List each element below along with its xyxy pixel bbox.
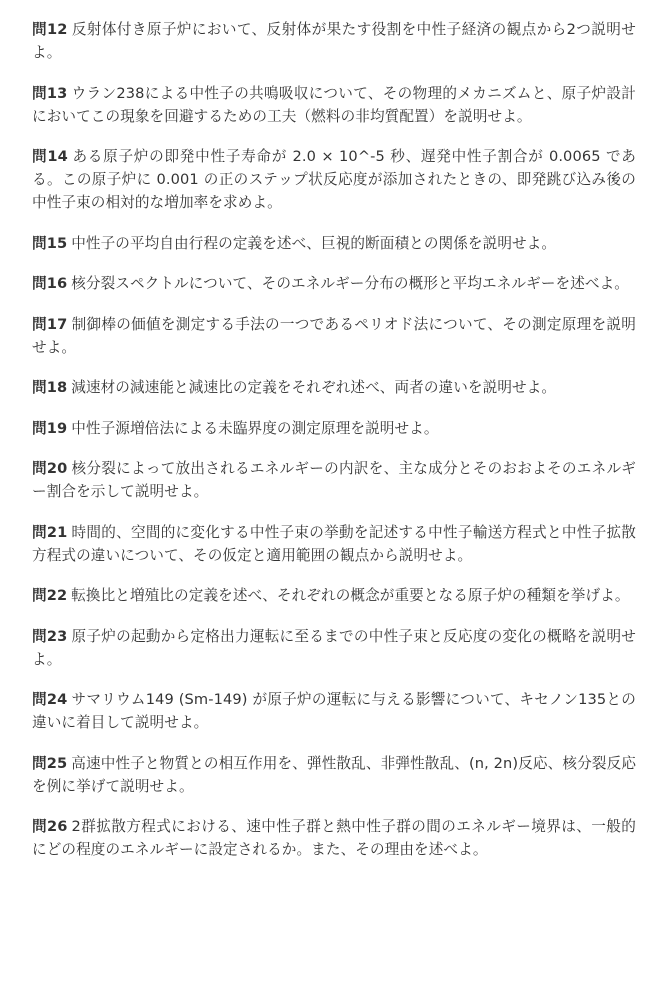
question-22	[32, 584, 636, 607]
question-20	[32, 457, 636, 503]
question-text: 2群拡散方程式における、速中性子群と熱中性子群の間のエネルギー境界は、一般的にどの程度のエネルギーに設定されるか。また、その理由を述べよ。	[32, 818, 636, 858]
question-text: 時間的、空間的に変化する中性子束の挙動を記述する中性子輸送方程式と中性子拡散方程式の違いについて、その仮定と適用範囲の観点から説明せよ。	[32, 523, 636, 564]
question-number: 問18	[32, 379, 68, 396]
question-18	[32, 376, 636, 399]
question-14	[32, 145, 636, 214]
question-text: 減速材の減速能と減速比の定義をそれぞれ述べ、両者の違いを説明せよ。	[71, 379, 557, 396]
question-23	[32, 625, 636, 671]
question-number: 問25	[32, 754, 68, 772]
question-text: 中性子の平均自由行程の定義を述べ、巨視的断面積との関係を説明せよ。	[71, 234, 557, 252]
question-26	[32, 815, 636, 861]
question-text: 転換比と増殖比の定義を述べ、それぞれの概念が重要となる原子炉の種類を挙げよ。	[71, 587, 630, 604]
question-number: 問22	[32, 587, 68, 604]
question-21	[32, 521, 636, 567]
question-number: 問14	[32, 148, 68, 165]
question-15	[32, 232, 636, 255]
question-text: 原子炉の起動から定格出力運転に至るまでの中性子束と反応度の変化の概略を説明せよ。	[32, 627, 636, 668]
question-number: 問17	[32, 315, 68, 333]
question-text: ウラン238による中性子の共鳴吸収について、その物理的メカニズムと、原子炉設計においてこの現象を回避するための工夫（燃料の非均質配置）を説明せよ。	[32, 84, 636, 125]
question-number: 問12	[32, 21, 68, 38]
question-text: 高速中性子と物質との相互作用を、弾性散乱、非弾性散乱、(n, 2n)反応、核分裂反応を例に挙げて説明せよ。	[32, 754, 637, 795]
question-number: 問23	[32, 627, 68, 645]
question-16	[32, 272, 636, 295]
question-number: 問16	[32, 275, 68, 292]
question-text: 反射体付き原子炉において、反射体が果たす役割を中性子経済の観点から2つ説明せよ。	[32, 21, 637, 61]
question-number: 問15	[32, 234, 68, 252]
question-12	[32, 18, 636, 64]
question-number: 問24	[32, 691, 68, 708]
question-text: 中性子源増倍法による未臨界度の測定原理を説明せよ。	[71, 419, 439, 437]
question-25	[32, 752, 636, 798]
question-number: 問21	[32, 523, 68, 541]
question-text: サマリウム149 (Sm-149) が原子炉の運転に与える影響について、キセノン135との違いに着目して説明せよ。	[32, 691, 636, 731]
question-24	[32, 688, 636, 734]
question-number: 問20	[32, 460, 68, 477]
question-number: 問26	[32, 818, 68, 835]
question-text: 制御棒の価値を測定する手法の一つであるペリオド法について、その測定原理を説明せよ。	[32, 315, 636, 356]
question-text: ある原子炉の即発中性子寿命が 2.0 × 10^-5 秒、遅発中性子割合が 0.0065 である。この原子炉に 0.001 の正のステップ状反応度が添加されたときの、即発跳び込み後の中性子束の相対的な増加率を求めよ。	[32, 148, 636, 211]
question-number: 問13	[32, 84, 68, 102]
question-text: 核分裂スペクトルについて、そのエネルギー分布の概形と平均エネルギーを述べよ。	[71, 275, 629, 292]
question-19	[32, 417, 636, 440]
question-17	[32, 313, 636, 359]
question-text: 核分裂によって放出されるエネルギーの内訳を、主な成分とそのおおよそのエネルギー割合を示して説明せよ。	[32, 460, 636, 500]
question-13	[32, 82, 636, 128]
question-number: 問19	[32, 419, 68, 437]
